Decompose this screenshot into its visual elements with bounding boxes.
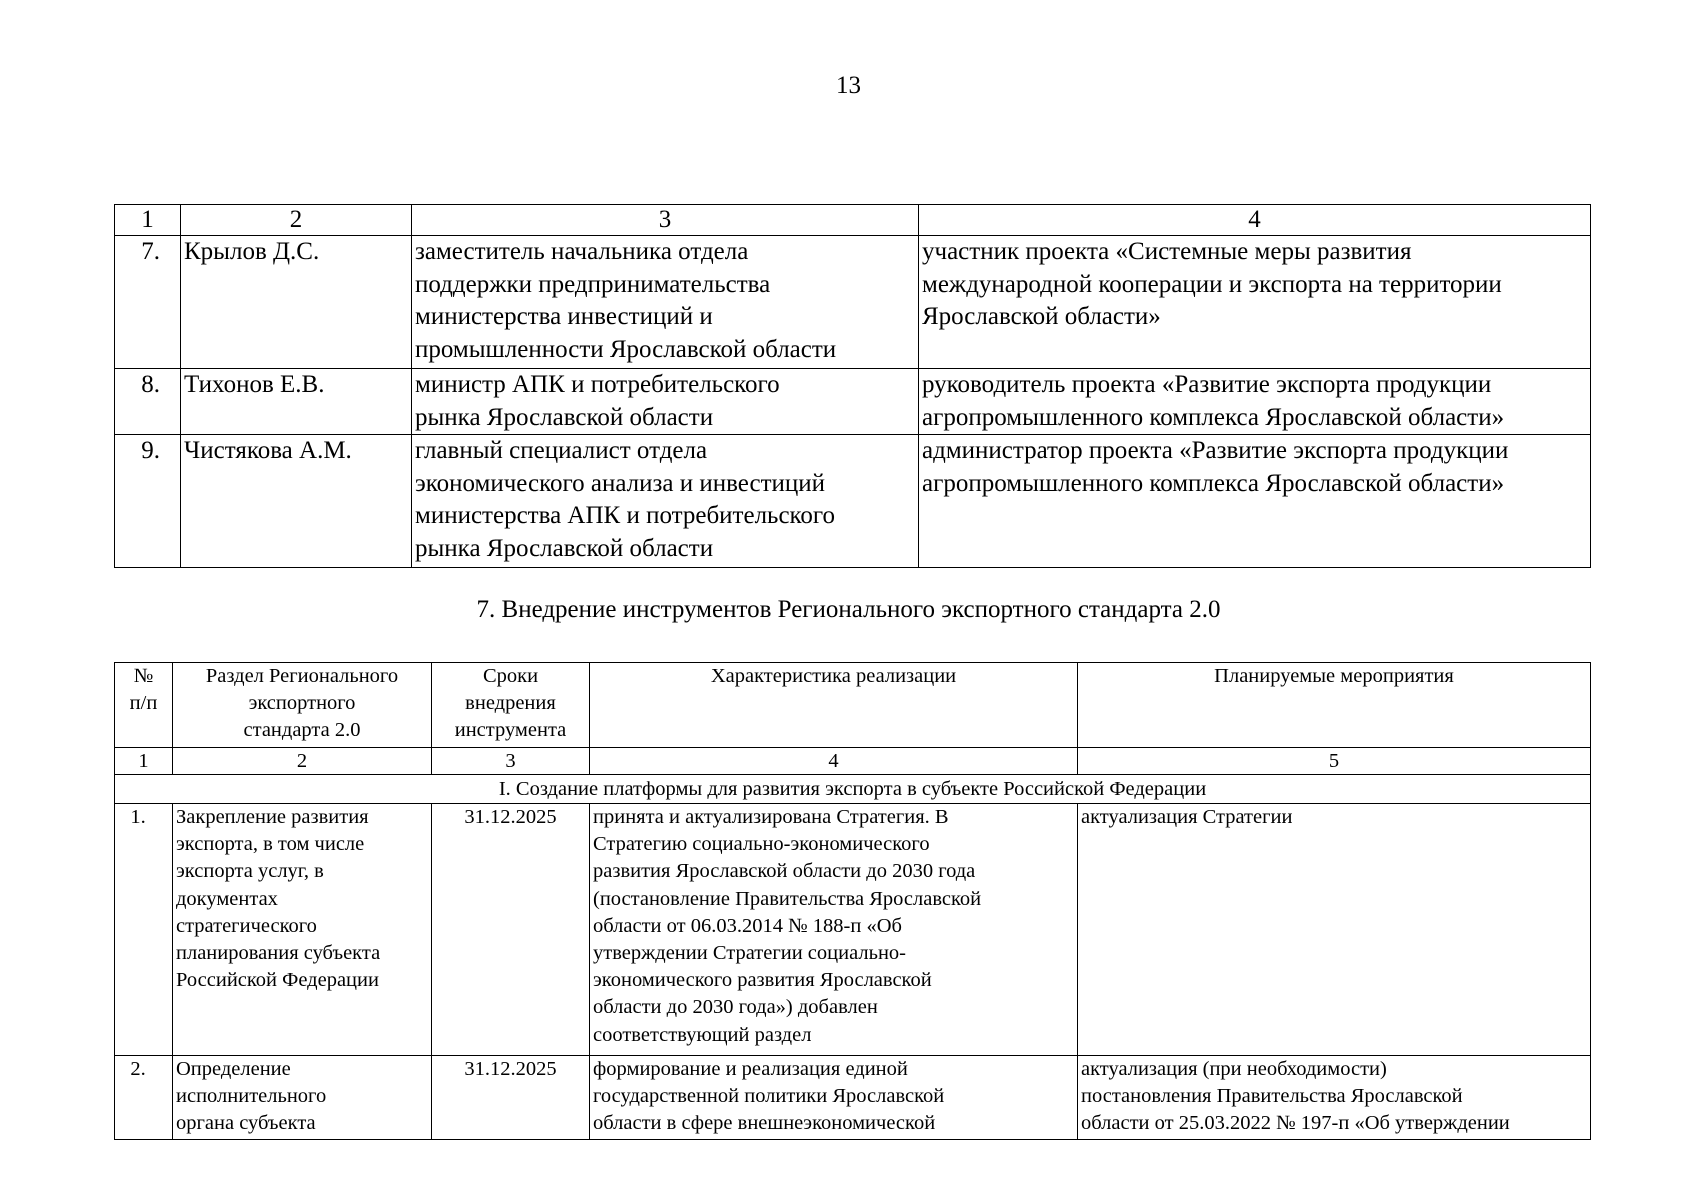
- project-role: [919, 236, 1591, 369]
- text-line: министерства АПК и потребительского: [415, 502, 836, 529]
- person-name: Чистякова А.М.: [181, 435, 412, 568]
- table-row: [115, 1056, 1591, 1140]
- text-line: п/п: [129, 692, 158, 715]
- text-line: развития Ярославской области до 2030 года: [593, 860, 976, 883]
- text-line: участник проекта «Системные меры развития: [922, 238, 1412, 265]
- text-line: соответствующий раздел: [593, 1023, 812, 1046]
- text-line: актуализация (при необходимости): [1081, 1058, 1387, 1080]
- participants-table: [114, 204, 1591, 568]
- project-role: [919, 369, 1591, 435]
- table-header-row: [115, 663, 1591, 748]
- column-number: 1: [115, 748, 173, 775]
- header-cell: [590, 663, 1078, 748]
- table-row: [115, 435, 1591, 568]
- column-number: 4: [590, 748, 1078, 775]
- page-number: 13: [836, 72, 861, 99]
- text-line: рынка Ярославской области: [415, 534, 714, 562]
- planned-measures: [1078, 804, 1591, 1056]
- text-line: экономического анализа и инвестиций: [415, 469, 826, 497]
- text-line: министерства инвестиций и: [415, 303, 713, 330]
- text-line: экспортного: [248, 692, 356, 715]
- text-line: Раздел Регионального: [205, 665, 399, 687]
- column-number: 5: [1078, 748, 1591, 775]
- text-line: инструмента: [454, 719, 567, 742]
- table-row: [115, 369, 1591, 435]
- person-position: [412, 435, 919, 568]
- table-row: [115, 236, 1591, 369]
- text-line: Российской Федерации: [176, 969, 379, 992]
- text-line: принята и актуализирована Стратегия. В: [593, 806, 949, 828]
- row-number: 1.: [115, 804, 173, 1056]
- text-line: области в сфере внешнеэкономической: [593, 1112, 936, 1135]
- header-cell: [173, 663, 432, 748]
- text-line: главный специалист отдела: [415, 437, 708, 464]
- person-position: [412, 369, 919, 435]
- text-line: администратор проекта «Развитие экспорта продукции: [922, 437, 1509, 464]
- text-line: планирования субъекта: [176, 942, 381, 965]
- table-header-row: [115, 205, 1591, 236]
- text-line: заместитель начальника отдела: [415, 238, 749, 265]
- text-line: формирование и реализация единой: [593, 1058, 908, 1080]
- text-line: Сроки: [482, 665, 539, 687]
- person-name: Тихонов Е.В.: [181, 369, 412, 435]
- implementation-characteristic: [590, 1056, 1078, 1140]
- text-line: Характеристика реализации: [710, 665, 957, 687]
- text-line: Ярославской области»: [922, 303, 1161, 330]
- text-line: области от 25.03.2022 № 197-п «Об утверждении: [1081, 1112, 1510, 1135]
- section-row: [115, 775, 1591, 804]
- text-line: стандарта 2.0: [243, 719, 361, 742]
- text-line: документах: [176, 887, 278, 910]
- deadline-date: 31.12.2025: [432, 1056, 590, 1140]
- text-line: агропромышленного комплекса Ярославской области»: [922, 403, 1505, 431]
- text-line: агропромышленного комплекса Ярославской области»: [922, 469, 1505, 497]
- text-line: №: [133, 665, 154, 687]
- section-heading: I. Создание платформы для развития экспорта в субъекте Российской Федерации: [115, 775, 1591, 804]
- text-line: области от 06.03.2014 № 188-п «Об: [593, 914, 902, 937]
- section-title: 7. Внедрение инструментов Регионального экспортного стандарта 2.0: [476, 596, 1221, 623]
- person-name: Крылов Д.С.: [181, 236, 412, 369]
- text-line: стратегического: [176, 914, 317, 937]
- text-line: руководитель проекта «Развитие экспорта продукции: [922, 371, 1492, 398]
- row-number: 7.: [115, 236, 181, 369]
- person-position: [412, 236, 919, 369]
- column-number: 4: [919, 205, 1591, 236]
- text-line: Закрепление развития: [176, 806, 369, 828]
- text-line: экспорта услуг, в: [176, 860, 324, 883]
- text-line: Определение: [176, 1058, 291, 1080]
- planned-measures: [1078, 1056, 1591, 1140]
- text-line: государственной политики Ярославской: [593, 1085, 945, 1108]
- text-line: (постановление Правительства Ярославской: [593, 887, 982, 910]
- text-line: внедрения: [465, 692, 556, 715]
- text-line: утверждении Стратегии социально-: [593, 942, 907, 965]
- text-line: промышленности Ярославской области: [415, 335, 837, 363]
- column-number: 1: [115, 205, 181, 236]
- column-number: 2: [181, 205, 412, 236]
- text-line: экспорта, в том числе: [176, 833, 365, 856]
- text-line: исполнительного: [176, 1085, 327, 1108]
- text-line: экономического развития Ярославской: [593, 969, 932, 992]
- header-cell: [115, 663, 173, 748]
- project-role: [919, 435, 1591, 568]
- header-cell: [1078, 663, 1591, 748]
- row-number: 8.: [115, 369, 181, 435]
- text-line: актуализация Стратегии: [1081, 806, 1293, 828]
- text-line: международной кооперации и экспорта на территории: [922, 270, 1502, 298]
- column-numbers-row: [115, 748, 1591, 775]
- text-line: поддержки предпринимательства: [415, 270, 771, 298]
- column-number: 3: [412, 205, 919, 236]
- standard-section: [173, 804, 432, 1056]
- row-number: 9.: [115, 435, 181, 568]
- implementation-characteristic: [590, 804, 1078, 1056]
- row-number: 2.: [115, 1056, 173, 1140]
- standard-section: [173, 1056, 432, 1140]
- table-row: [115, 804, 1591, 1056]
- column-number: 3: [432, 748, 590, 775]
- text-line: области до 2030 года») добавлен: [593, 996, 878, 1019]
- text-line: Планируемые мероприятия: [1214, 665, 1454, 687]
- text-line: постановления Правительства Ярославской: [1081, 1085, 1463, 1108]
- text-line: рынка Ярославской области: [415, 403, 714, 431]
- text-line: Стратегию социально-экономического: [593, 833, 930, 856]
- text-line: органа субъекта: [176, 1112, 316, 1135]
- export-standard-table: [114, 662, 1591, 1140]
- text-line: министр АПК и потребительского: [415, 371, 780, 398]
- column-number: 2: [173, 748, 432, 775]
- deadline-date: 31.12.2025: [432, 804, 590, 1056]
- header-cell: [432, 663, 590, 748]
